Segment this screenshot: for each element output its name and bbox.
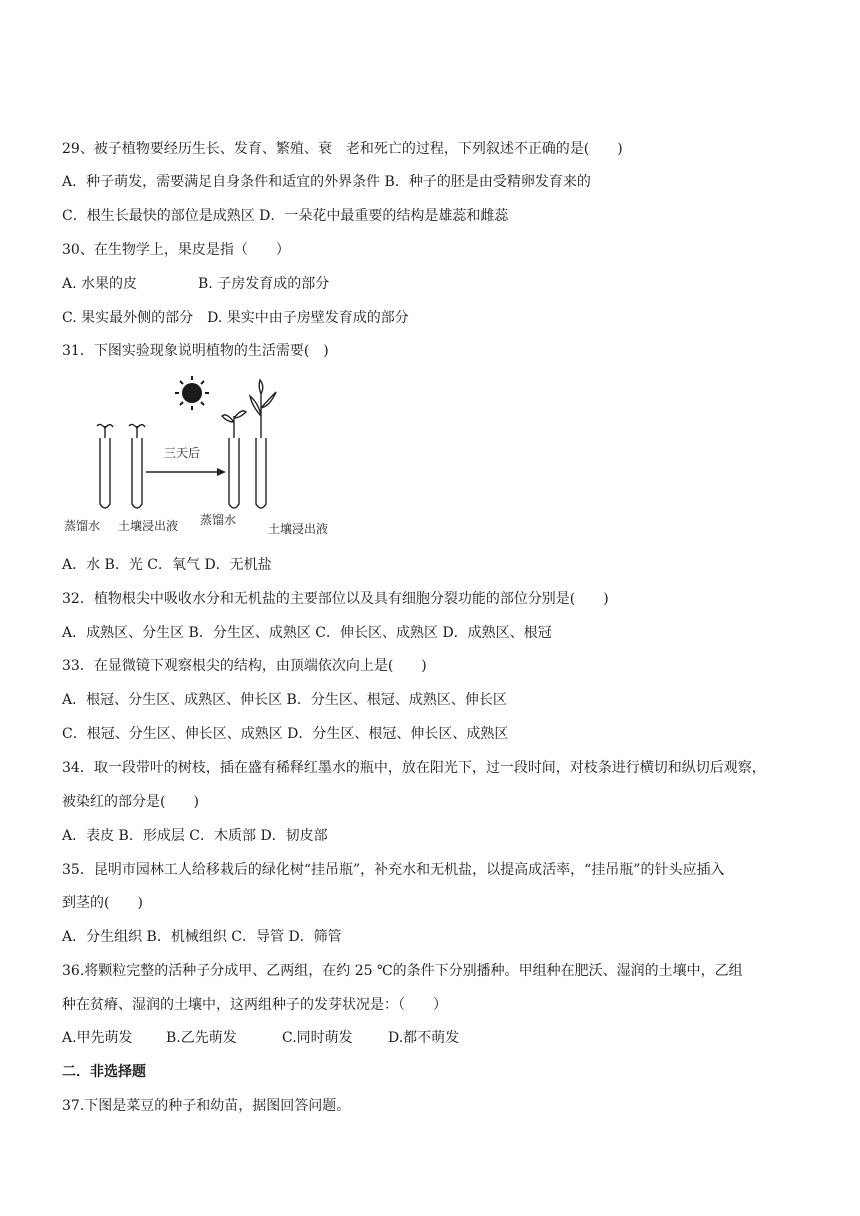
q35-stem-line1: 35．昆明市园林工人给移栽后的绿化树“挂吊瓶”，补充水和无机盐，以提高成活率，“挂吊瓶”的针头应插入 xyxy=(62,862,725,878)
q29-options-cd: C．根生长最快的部位是成熟区 D．一朵花中最重要的结构是雄蕊和雌蕊 xyxy=(62,208,509,224)
q34-stem-line2: 被染红的部分是( ) xyxy=(62,794,199,810)
label-left-distilled-water: 蒸馏水 xyxy=(64,519,101,533)
label-left-soil-extract: 土壤浸出液 xyxy=(118,519,179,533)
q36-stem-line2: 种在贫瘠、湿润的土壤中，这两组种子的发芽状况是：（ ） xyxy=(62,997,447,1013)
q33-options-cd: C．根冠、分生区、伸长区、成熟区 D．分生区、根冠、伸长区、成熟区 xyxy=(62,726,509,742)
q37-stem: 37.下图是菜豆的种子和幼苗，据图回答问题。 xyxy=(62,1098,351,1114)
q36-option-c: C.同时萌发 xyxy=(282,1030,353,1046)
q34-options: A．表皮 B．形成层 C．木质部 D．韧皮部 xyxy=(62,828,328,844)
q30-stem: 30、在生物学上，果皮是指（ ） xyxy=(62,242,290,258)
q31-experiment-figure xyxy=(62,372,352,540)
test-tube-right-1 xyxy=(222,411,246,508)
label-right-soil-extract: 土壤浸出液 xyxy=(268,522,329,536)
q32-options: A．成熟区、分生区 B．分生区、成熟区 C．伸长区、成熟区 D．成熟区、根冠 xyxy=(62,625,552,641)
sun-icon xyxy=(175,376,209,410)
q33-options-ab: A．根冠、分生区、成熟区、伸长区 B．分生区、根冠、成熟区、伸长区 xyxy=(62,692,507,708)
test-tube-right-2 xyxy=(250,380,276,508)
q30-option-b: B. 子房发育成的部分 xyxy=(198,276,330,292)
q31-options: A．水 B．光 C．氧气 D．无机盐 xyxy=(62,557,272,573)
q36-option-a: A.甲先萌发 xyxy=(62,1030,133,1046)
label-right-distilled-water: 蒸馏水 xyxy=(200,513,237,527)
q33-stem: 33．在显微镜下观察根尖的结构，由顶端依次向上是( ) xyxy=(62,658,427,674)
q35-options: A．分生组织 B．机械组织 C．导管 D．筛管 xyxy=(62,929,342,945)
q34-stem-line1: 34．取一段带叶的树枝，插在盛有稀释红墨水的瓶中，放在阳光下，过一段时间，对枝条进行横切和纵切后观察， xyxy=(62,760,766,776)
arrow-icon xyxy=(146,468,226,476)
q36-stem-line1: 36.将颗粒完整的活种子分成甲、乙两组，在约 25 ℃的条件下分别播种。甲组种在肥沃、湿润的土壤中，乙组 xyxy=(62,963,743,979)
test-tube-left-2 xyxy=(129,424,145,508)
test-tube-left-1 xyxy=(97,424,113,508)
q35-stem-line2: 到茎的( ) xyxy=(62,895,143,911)
q30-option-a: A. 水果的皮 xyxy=(62,276,138,292)
q31-stem: 31．下图实验现象说明植物的生活需要( ) xyxy=(62,343,329,359)
q36-option-d: D.都不萌发 xyxy=(388,1030,460,1046)
q29-stem: 29、被子植物要经历生长、发育、繁殖、衰 老和死亡的过程，下列叙述不正确的是( ) xyxy=(62,141,623,157)
q29-options-ab: A．种子萌发，需要满足自身条件和适宜的外界条件 B．种子的胚是由受精卵发育来的 xyxy=(62,174,591,190)
q36-option-b: B.乙先萌发 xyxy=(166,1030,237,1046)
q32-stem: 32．植物根尖中吸收水分和无机盐的主要部位以及具有细胞分裂功能的部位分别是( ) xyxy=(62,591,609,607)
q30-options-cd: C. 果实最外侧的部分 D. 果实中由子房壁发育成的部分 xyxy=(62,310,409,326)
arrow-label: 三天后 xyxy=(164,446,201,460)
section-title-non-choice: 二．非选择题 xyxy=(62,1064,146,1080)
